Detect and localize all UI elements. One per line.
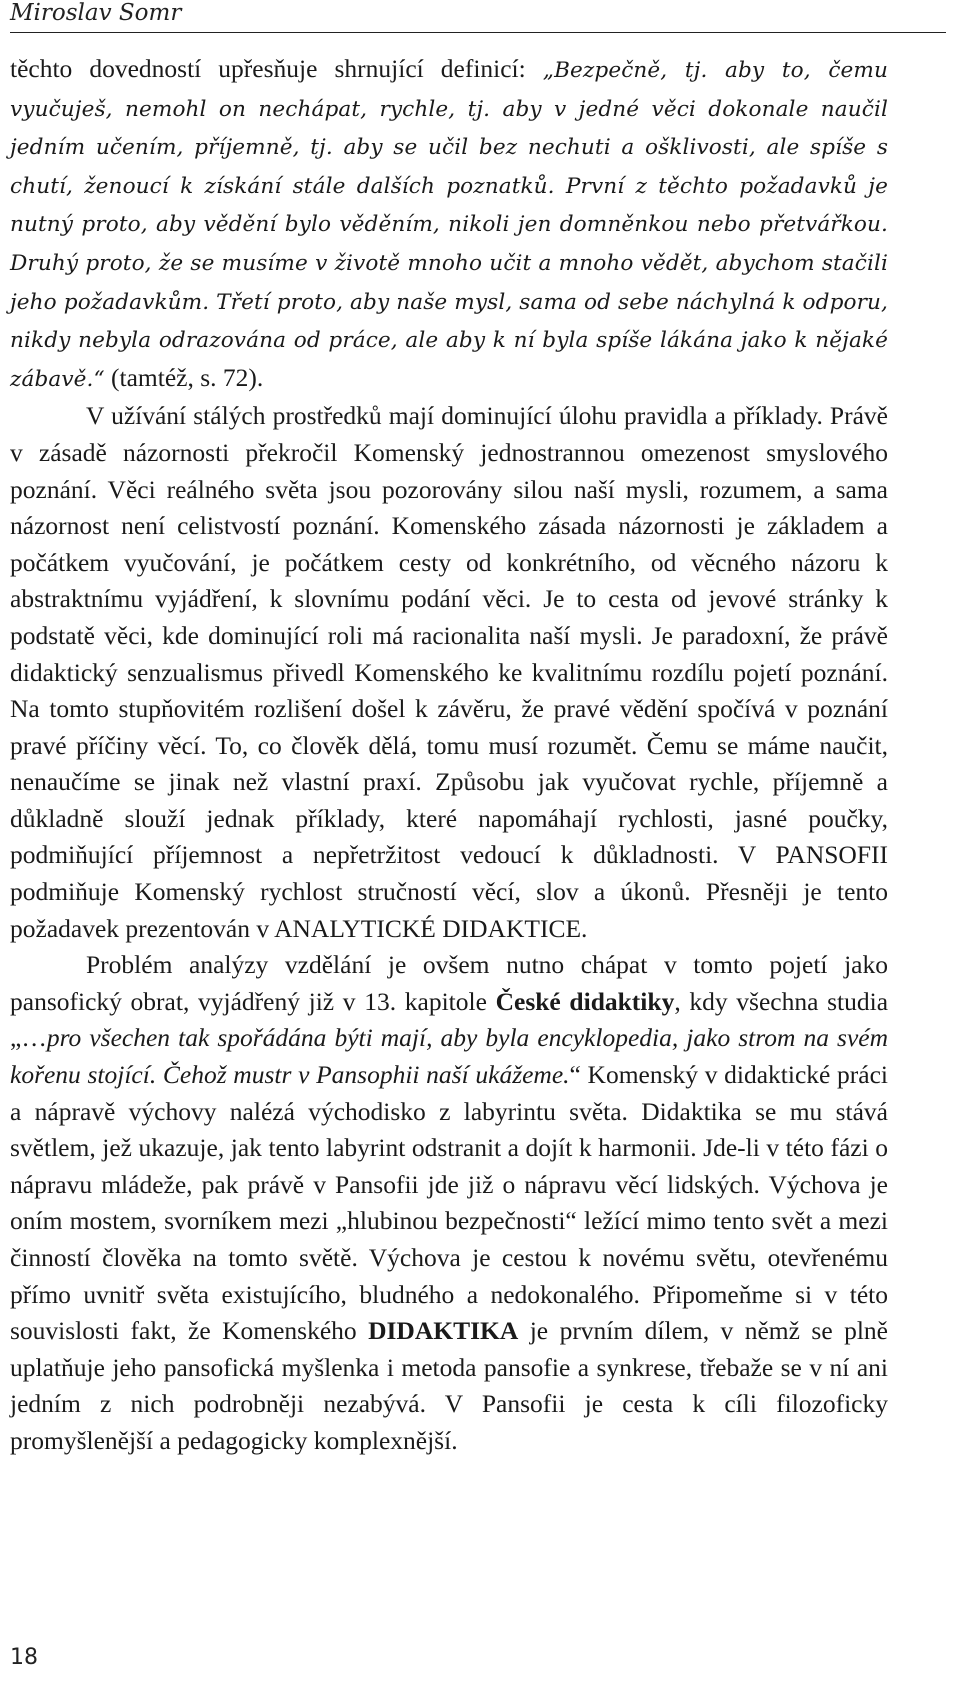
- citation: (tamtéž, s. 72).: [104, 362, 264, 392]
- page-number: 18: [10, 1645, 38, 1670]
- block-quote-italic: „Bezpečně, tj. aby to, čemu vyučuješ, nemohl on nechápat, rychle, tj. aby v jedné věci dokonale naučil jedním učením, příjemně, tj. aby se učil bez nechuti a ošklivosti, ale spíše s chutí, ženoucí k získání stále dalších poznatků. První z těchto požadavků je nutný proto, aby vědění bylo věděním, nikoli jen domněnkou nebo přetvářkou. Druhý proto, že se musíme v životě mnoho učit a mnoho vědět, abychom stačili jeho požadavkům. Třetí proto, aby naše mysl, sama od sebe náchylná k odporu, nikdy nebyla odrazována od práce, ale aby k ní byla spíše lákána jako k nějaké zábavě.“: [10, 58, 888, 392]
- paragraph-1-lead: těchto dovedností upřesňuje shrnující definicí:: [10, 54, 543, 83]
- paragraph-3-part-c: “ Komenský v didaktické práci a nápravě výchovy nalézá východisko z labyrintu světa. Didaktika se mu stává světlem, jež ukazuje, jak tento labyrint odstranit a dojít k harmonii. Jde-li v této fázi o nápravu mládeže, pak právě v Pansofii jde již o nápravu věcí lidských. Výchova je oním mostem, svorníkem mezi „hlubinou bezpečnosti“ ležící mimo tento svět a mezi činností člověka na tomto světě. Výchova je cestou k novému světu, otevřenému přímo uvnitř světa existujícího, bludného a nedokonalého. Připomeňme si v této souvislosti fakt, že Komenského: [10, 1060, 888, 1346]
- inline-quote-italic: pro všechen tak spořádána býti mají, aby byla encyklopedia, jako strom na svém kořenu stojící. Čehož mustr v Pansophii naší ukážeme.: [10, 1023, 888, 1090]
- paragraph-3-part-a: Problém analýzy vzdělání je ovšem nutno chápat v tomto pojetí jako pansofický obrat, vyjádřený již v 13. kapitole: [10, 950, 888, 1016]
- paragraph-3: [10, 947, 888, 1459]
- body-text: [10, 51, 888, 1460]
- running-header-author: Miroslav Somr: [10, 0, 946, 33]
- paragraph-1: [10, 51, 888, 398]
- paragraph-3-part-d: je prvním dílem, v němž se plně uplatňuje jeho pansofická myšlenka i metoda pansofie a synkrese, třebaže se v ní ani jedním z nich podrobněji nezabývá. V Pansofii je cesta k cíli filozoficky promyšlenější a pedagogicky komplexnější.: [10, 1316, 888, 1455]
- book-title-ceska-didaktika: České didaktiky: [495, 986, 675, 1016]
- paragraph-3-part-b: , kdy všechna studia „…: [10, 986, 889, 1053]
- book-title-didaktika: DIDAKTIKA: [368, 1316, 519, 1346]
- paragraph-2: V užívání stálých prostředků mají dominující úlohu pravidla a příklady. Právě v zásadě názornosti překročil Komenský jednostrannou omezenost smyslového poznání. Věci reálného světa jsou pozorovány silou naší mysli, rozumem, a sama názornost není celistvostí poznání. Komenského zásada názornosti je základem a počátkem vyučování, je počátkem cesty od konkrétního, od věcného názoru k abstraktnímu vyjádření, k slovnímu podání věci. Je to cesta od jevové stránky k podstatě věci, kde dominující roli má racionalita naší mysli. Je paradoxní, že právě didaktický senzualismus přivedl Komenského ke kvalitnímu rozdílu pojetí poznání. Na tomto stupňovitém rozlišení došel k závěru, že pravé vědění spočívá v poznání pravé příčiny věcí. To, co člověk dělá, tomu musí rozumět. Čemu se máme naučit, nenaučíme se jinak než vlastní praxí. Způsobu jak vyučovat rychle, příjemně a důkladně slouží jednak příklady, které napomáhají rychlosti, jasné poučky, podmiňující příjemnost a nepřetržitost vedoucí k důkladnosti. V PANSOFII podmiňuje Komenský rychlost stručností věcí, slov a úkonů. Přesněji je tento požadavek prezentován v ANALYTICKÉ DIDAKTICE.: [10, 401, 888, 943]
